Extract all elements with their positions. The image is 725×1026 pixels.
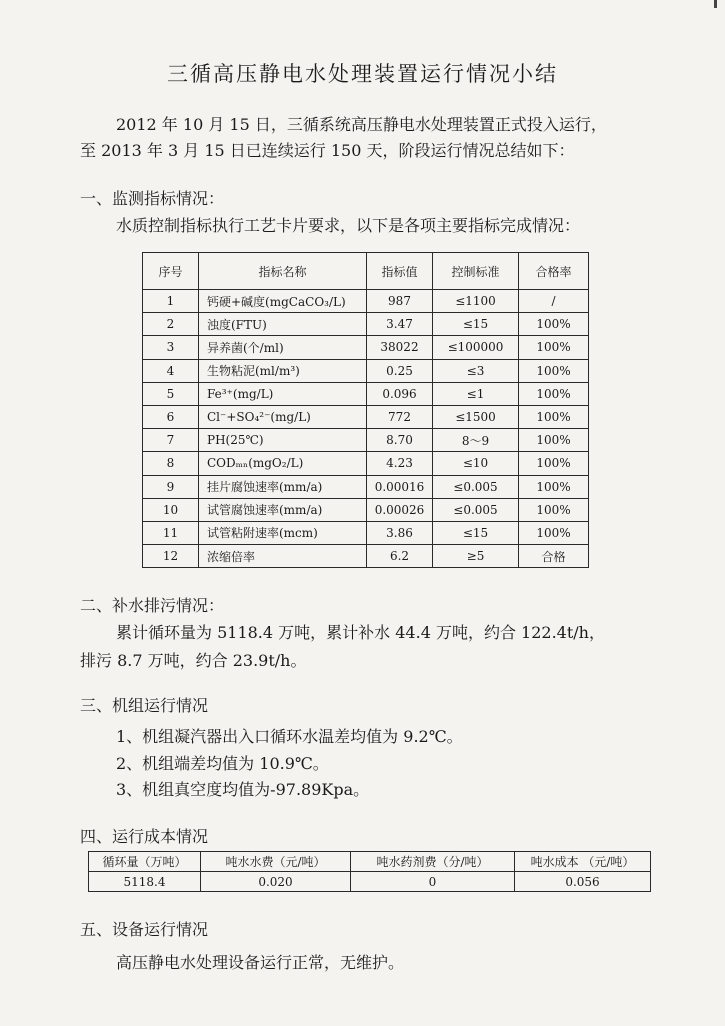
row-rate: 合格 <box>519 545 589 568</box>
table-row <box>143 405 589 428</box>
table-row <box>143 359 589 382</box>
indicator-table <box>142 252 589 568</box>
table-row <box>143 290 589 313</box>
row-rate: 100% <box>519 521 589 544</box>
cell-water-fee: 0.020 <box>201 872 351 892</box>
row-name: 浓缩倍率 <box>199 545 367 568</box>
section5-text: 高压静电水处理设备运行正常，无维护。 <box>116 953 405 972</box>
table-row <box>143 452 589 475</box>
cost-table <box>88 851 651 892</box>
row-index: 12 <box>143 545 199 568</box>
row-name: 生物粘泥(ml/m³) <box>199 359 367 382</box>
row-standard: ≤0.005 <box>433 498 519 521</box>
row-standard: ≤15 <box>433 313 519 336</box>
row-value: 3.86 <box>367 521 433 544</box>
section2-line-2: 排污 8.7 万吨，约合 23.9t/h。 <box>80 651 307 670</box>
cell-chemical-fee: 0 <box>351 872 515 892</box>
section4-heading: 四、运行成本情况 <box>80 827 209 846</box>
row-standard: ≤3 <box>433 359 519 382</box>
section3-item-3: 3、机组真空度均值为-97.89Kpa。 <box>116 780 370 799</box>
row-rate: 100% <box>519 475 589 498</box>
row-value: 0.096 <box>367 382 433 405</box>
row-standard: ≤1100 <box>433 290 519 313</box>
header-standard: 控制标准 <box>433 253 519 290</box>
table-row <box>143 521 589 544</box>
header-chemical-fee: 吨水药剂费（分/吨） <box>351 852 515 872</box>
table-row <box>89 872 651 892</box>
row-standard: 8～9 <box>433 429 519 452</box>
row-value: 987 <box>367 290 433 313</box>
cell-unit-cost: 0.056 <box>515 872 651 892</box>
row-standard: ≤0.005 <box>433 475 519 498</box>
cell-circulation: 5118.4 <box>89 872 201 892</box>
section2-heading: 二、补水排污情况： <box>80 596 225 615</box>
row-value: 6.2 <box>367 545 433 568</box>
table-row <box>143 313 589 336</box>
indicator-table-header <box>143 253 589 290</box>
row-name: 钙硬+碱度(mgCaCO₃/L) <box>199 290 367 313</box>
row-index: 2 <box>143 313 199 336</box>
row-value: 0.25 <box>367 359 433 382</box>
row-rate: / <box>519 290 589 313</box>
row-name: 异养菌(个/ml) <box>199 336 367 359</box>
row-standard: ≥5 <box>433 545 519 568</box>
row-rate: 100% <box>519 452 589 475</box>
row-index: 4 <box>143 359 199 382</box>
row-name: Cl⁻+SO₄²⁻(mg/L) <box>199 405 367 428</box>
table-row <box>143 429 589 452</box>
header-index: 序号 <box>143 253 199 290</box>
row-standard: ≤1500 <box>433 405 519 428</box>
row-value: 8.70 <box>367 429 433 452</box>
row-standard: ≤10 <box>433 452 519 475</box>
row-rate: 100% <box>519 429 589 452</box>
row-rate: 100% <box>519 498 589 521</box>
row-rate: 100% <box>519 359 589 382</box>
section2-line-1: 累计循环量为 5118.4 万吨，累计补水 44.4 万吨，约合 122.4t/h， <box>116 623 605 642</box>
row-index: 8 <box>143 452 199 475</box>
table-row <box>143 498 589 521</box>
row-value: 4.23 <box>367 452 433 475</box>
row-index: 10 <box>143 498 199 521</box>
row-name: PH(25℃) <box>199 429 367 452</box>
page-title: 三循高压静电水处理装置运行情况小结 <box>167 62 558 86</box>
row-standard: ≤100000 <box>433 336 519 359</box>
header-unit-cost: 吨水成本 （元/吨） <box>515 852 651 872</box>
section3-item-1: 1、机组凝汽器出入口循环水温差均值为 9.2℃。 <box>116 727 463 746</box>
table-row <box>143 475 589 498</box>
row-name: Fe³⁺(mg/L) <box>199 382 367 405</box>
section3-item-2: 2、机组端差均值为 10.9℃。 <box>116 754 329 773</box>
row-index: 7 <box>143 429 199 452</box>
section3-heading: 三、机组运行情况 <box>80 696 209 715</box>
row-rate: 100% <box>519 313 589 336</box>
row-name: 试管腐蚀速率(mm/a) <box>199 498 367 521</box>
row-rate: 100% <box>519 405 589 428</box>
row-name: 浊度(FTU) <box>199 313 367 336</box>
row-name: 挂片腐蚀速率(mm/a) <box>199 475 367 498</box>
row-value: 0.00026 <box>367 498 433 521</box>
row-value: 38022 <box>367 336 433 359</box>
header-circulation: 循环量（万吨） <box>89 852 201 872</box>
row-index: 1 <box>143 290 199 313</box>
row-name: 试管粘附速率(mcm) <box>199 521 367 544</box>
intro-line-2: 至 2013 年 3 月 15 日已连续运行 150 天，阶段运行情况总结如下： <box>80 141 575 160</box>
row-value: 0.00016 <box>367 475 433 498</box>
header-name: 指标名称 <box>199 253 367 290</box>
table-row <box>143 545 589 568</box>
row-index: 3 <box>143 336 199 359</box>
row-rate: 100% <box>519 382 589 405</box>
section5-heading: 五、设备运行情况 <box>80 920 209 939</box>
header-value: 指标值 <box>367 253 433 290</box>
header-water-fee: 吨水水费（元/吨） <box>201 852 351 872</box>
row-index: 5 <box>143 382 199 405</box>
row-index: 6 <box>143 405 199 428</box>
row-name: CODₘₙ(mgO₂/L) <box>199 452 367 475</box>
row-standard: ≤1 <box>433 382 519 405</box>
row-standard: ≤15 <box>433 521 519 544</box>
row-index: 11 <box>143 521 199 544</box>
section1-heading: 一、监测指标情况： <box>80 189 225 208</box>
table-row <box>143 336 589 359</box>
section1-text: 水质控制指标执行工艺卡片要求，以下是各项主要指标完成情况： <box>116 216 581 235</box>
table-row <box>143 382 589 405</box>
row-index: 9 <box>143 475 199 498</box>
row-value: 3.47 <box>367 313 433 336</box>
header-rate: 合格率 <box>519 253 589 290</box>
intro-line-1: 2012 年 10 月 15 日，三循系统高压静电水处理装置正式投入运行， <box>116 115 607 134</box>
scan-mark <box>714 0 717 8</box>
row-rate: 100% <box>519 336 589 359</box>
cost-table-header <box>89 852 651 872</box>
row-value: 772 <box>367 405 433 428</box>
